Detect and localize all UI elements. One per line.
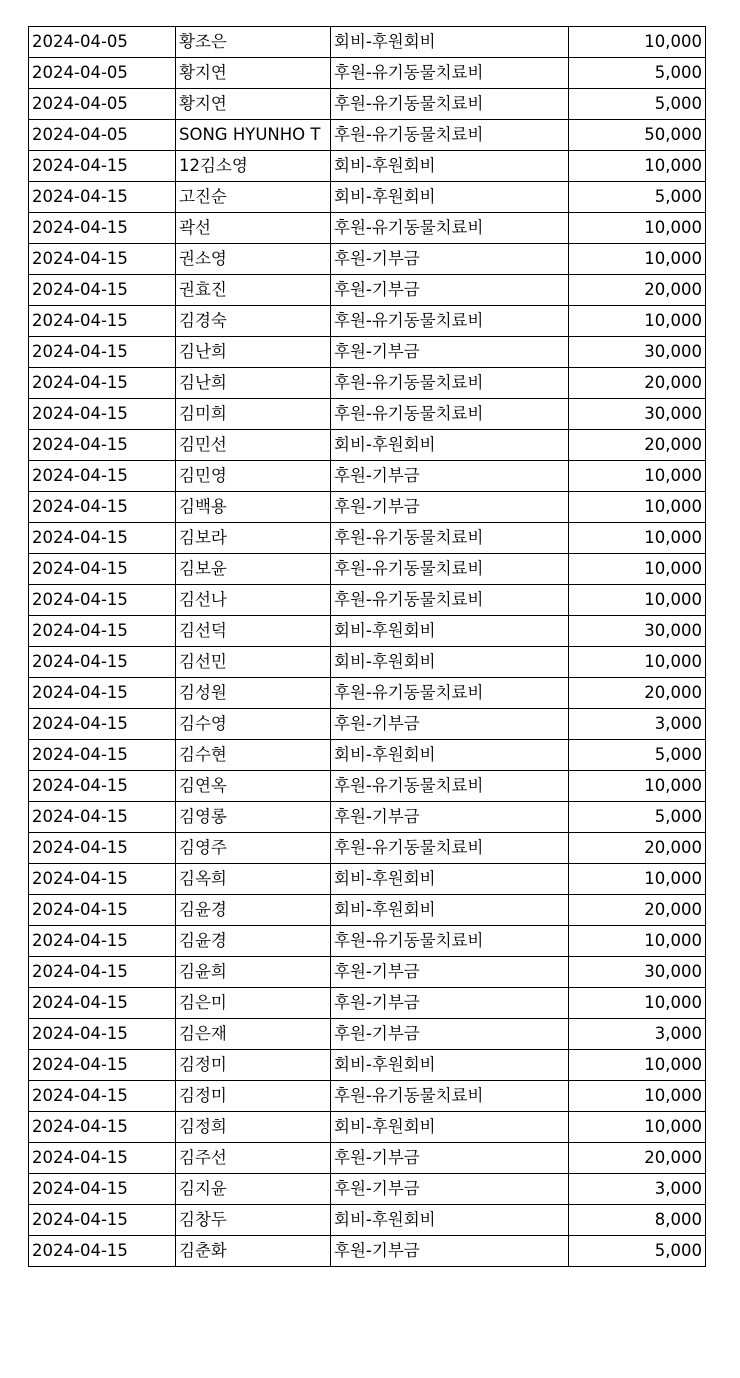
amount-cell: 5,000 bbox=[569, 182, 706, 213]
name-cell: SONG HYUNHO T bbox=[176, 120, 331, 151]
table-row bbox=[29, 244, 706, 275]
name-cell: 김정희 bbox=[176, 1112, 331, 1143]
amount-cell: 5,000 bbox=[569, 802, 706, 833]
amount-cell: 10,000 bbox=[569, 926, 706, 957]
amount-cell: 10,000 bbox=[569, 988, 706, 1019]
category-cell: 후원-유기동물치료비 bbox=[331, 120, 569, 151]
name-cell: 김수영 bbox=[176, 709, 331, 740]
date-cell: 2024-04-15 bbox=[29, 647, 176, 678]
date-cell: 2024-04-15 bbox=[29, 678, 176, 709]
table-row bbox=[29, 647, 706, 678]
category-cell: 후원-유기동물치료비 bbox=[331, 771, 569, 802]
table-row bbox=[29, 492, 706, 523]
category-cell: 후원-유기동물치료비 bbox=[331, 833, 569, 864]
table-row bbox=[29, 771, 706, 802]
amount-cell: 10,000 bbox=[569, 213, 706, 244]
amount-cell: 10,000 bbox=[569, 647, 706, 678]
name-cell: 김미희 bbox=[176, 399, 331, 430]
category-cell: 후원-기부금 bbox=[331, 988, 569, 1019]
name-cell: 김수현 bbox=[176, 740, 331, 771]
amount-cell: 5,000 bbox=[569, 58, 706, 89]
name-cell: 김백용 bbox=[176, 492, 331, 523]
name-cell: 김민영 bbox=[176, 461, 331, 492]
table-row bbox=[29, 616, 706, 647]
name-cell: 권효진 bbox=[176, 275, 331, 306]
name-cell: 김선덕 bbox=[176, 616, 331, 647]
date-cell: 2024-04-15 bbox=[29, 585, 176, 616]
category-cell: 후원-기부금 bbox=[331, 1143, 569, 1174]
name-cell: 권소영 bbox=[176, 244, 331, 275]
name-cell: 김춘화 bbox=[176, 1236, 331, 1267]
amount-cell: 30,000 bbox=[569, 957, 706, 988]
amount-cell: 10,000 bbox=[569, 1112, 706, 1143]
date-cell: 2024-04-15 bbox=[29, 306, 176, 337]
table-row bbox=[29, 368, 706, 399]
date-cell: 2024-04-15 bbox=[29, 833, 176, 864]
amount-cell: 3,000 bbox=[569, 1019, 706, 1050]
name-cell: 김성원 bbox=[176, 678, 331, 709]
name-cell: 김난희 bbox=[176, 337, 331, 368]
category-cell: 회비-후원회비 bbox=[331, 740, 569, 771]
category-cell: 후원-기부금 bbox=[331, 461, 569, 492]
date-cell: 2024-04-05 bbox=[29, 27, 176, 58]
date-cell: 2024-04-15 bbox=[29, 337, 176, 368]
name-cell: 곽선 bbox=[176, 213, 331, 244]
amount-cell: 5,000 bbox=[569, 89, 706, 120]
date-cell: 2024-04-15 bbox=[29, 802, 176, 833]
table-row bbox=[29, 27, 706, 58]
category-cell: 후원-유기동물치료비 bbox=[331, 368, 569, 399]
category-cell: 후원-기부금 bbox=[331, 802, 569, 833]
amount-cell: 10,000 bbox=[569, 864, 706, 895]
table-row bbox=[29, 151, 706, 182]
name-cell: 김은미 bbox=[176, 988, 331, 1019]
date-cell: 2024-04-15 bbox=[29, 740, 176, 771]
category-cell: 후원-유기동물치료비 bbox=[331, 89, 569, 120]
table-row bbox=[29, 1112, 706, 1143]
table-row bbox=[29, 926, 706, 957]
table-row bbox=[29, 306, 706, 337]
category-cell: 회비-후원회비 bbox=[331, 616, 569, 647]
amount-cell: 10,000 bbox=[569, 151, 706, 182]
amount-cell: 10,000 bbox=[569, 554, 706, 585]
amount-cell: 30,000 bbox=[569, 616, 706, 647]
date-cell: 2024-04-15 bbox=[29, 554, 176, 585]
date-cell: 2024-04-15 bbox=[29, 988, 176, 1019]
name-cell: 고진순 bbox=[176, 182, 331, 213]
date-cell: 2024-04-05 bbox=[29, 89, 176, 120]
amount-cell: 5,000 bbox=[569, 740, 706, 771]
category-cell: 후원-유기동물치료비 bbox=[331, 213, 569, 244]
name-cell: 황지연 bbox=[176, 58, 331, 89]
table-row bbox=[29, 802, 706, 833]
date-cell: 2024-04-15 bbox=[29, 399, 176, 430]
donation-table bbox=[28, 26, 706, 1267]
category-cell: 후원-기부금 bbox=[331, 337, 569, 368]
category-cell: 후원-유기동물치료비 bbox=[331, 1081, 569, 1112]
category-cell: 후원-유기동물치료비 bbox=[331, 554, 569, 585]
category-cell: 후원-유기동물치료비 bbox=[331, 58, 569, 89]
category-cell: 회비-후원회비 bbox=[331, 27, 569, 58]
amount-cell: 20,000 bbox=[569, 1143, 706, 1174]
table-row bbox=[29, 213, 706, 244]
date-cell: 2024-04-15 bbox=[29, 275, 176, 306]
table-row bbox=[29, 678, 706, 709]
name-cell: 김윤경 bbox=[176, 895, 331, 926]
date-cell: 2024-04-15 bbox=[29, 213, 176, 244]
category-cell: 후원-유기동물치료비 bbox=[331, 678, 569, 709]
amount-cell: 20,000 bbox=[569, 368, 706, 399]
date-cell: 2024-04-15 bbox=[29, 1205, 176, 1236]
amount-cell: 10,000 bbox=[569, 492, 706, 523]
amount-cell: 10,000 bbox=[569, 1050, 706, 1081]
category-cell: 회비-후원회비 bbox=[331, 151, 569, 182]
table-row bbox=[29, 461, 706, 492]
name-cell: 김선민 bbox=[176, 647, 331, 678]
table-row bbox=[29, 430, 706, 461]
date-cell: 2024-04-15 bbox=[29, 709, 176, 740]
table-row bbox=[29, 1236, 706, 1267]
name-cell: 김옥희 bbox=[176, 864, 331, 895]
table-row bbox=[29, 1205, 706, 1236]
amount-cell: 10,000 bbox=[569, 585, 706, 616]
date-cell: 2024-04-15 bbox=[29, 523, 176, 554]
table-row bbox=[29, 988, 706, 1019]
name-cell: 황지연 bbox=[176, 89, 331, 120]
table-row bbox=[29, 957, 706, 988]
date-cell: 2024-04-15 bbox=[29, 492, 176, 523]
date-cell: 2024-04-15 bbox=[29, 1174, 176, 1205]
category-cell: 후원-기부금 bbox=[331, 1174, 569, 1205]
table-row bbox=[29, 895, 706, 926]
name-cell: 김지윤 bbox=[176, 1174, 331, 1205]
table-row bbox=[29, 337, 706, 368]
date-cell: 2024-04-15 bbox=[29, 461, 176, 492]
date-cell: 2024-04-15 bbox=[29, 864, 176, 895]
amount-cell: 10,000 bbox=[569, 244, 706, 275]
date-cell: 2024-04-15 bbox=[29, 430, 176, 461]
date-cell: 2024-04-15 bbox=[29, 151, 176, 182]
name-cell: 김영롱 bbox=[176, 802, 331, 833]
name-cell: 김선나 bbox=[176, 585, 331, 616]
amount-cell: 20,000 bbox=[569, 275, 706, 306]
category-cell: 후원-기부금 bbox=[331, 244, 569, 275]
name-cell: 김정미 bbox=[176, 1050, 331, 1081]
amount-cell: 5,000 bbox=[569, 1236, 706, 1267]
amount-cell: 20,000 bbox=[569, 895, 706, 926]
category-cell: 후원-기부금 bbox=[331, 709, 569, 740]
amount-cell: 10,000 bbox=[569, 1081, 706, 1112]
category-cell: 후원-기부금 bbox=[331, 957, 569, 988]
name-cell: 김민선 bbox=[176, 430, 331, 461]
amount-cell: 10,000 bbox=[569, 27, 706, 58]
date-cell: 2024-04-15 bbox=[29, 1050, 176, 1081]
table-row bbox=[29, 275, 706, 306]
category-cell: 회비-후원회비 bbox=[331, 430, 569, 461]
date-cell: 2024-04-15 bbox=[29, 1112, 176, 1143]
category-cell: 후원-유기동물치료비 bbox=[331, 585, 569, 616]
amount-cell: 10,000 bbox=[569, 306, 706, 337]
name-cell: 김주선 bbox=[176, 1143, 331, 1174]
name-cell: 김경숙 bbox=[176, 306, 331, 337]
category-cell: 후원-기부금 bbox=[331, 275, 569, 306]
date-cell: 2024-04-15 bbox=[29, 368, 176, 399]
amount-cell: 20,000 bbox=[569, 430, 706, 461]
table-row bbox=[29, 89, 706, 120]
name-cell: 김보라 bbox=[176, 523, 331, 554]
amount-cell: 3,000 bbox=[569, 709, 706, 740]
category-cell: 회비-후원회비 bbox=[331, 647, 569, 678]
date-cell: 2024-04-15 bbox=[29, 771, 176, 802]
name-cell: 12김소영 bbox=[176, 151, 331, 182]
category-cell: 회비-후원회비 bbox=[331, 1112, 569, 1143]
table-row bbox=[29, 1143, 706, 1174]
table-row bbox=[29, 585, 706, 616]
date-cell: 2024-04-05 bbox=[29, 120, 176, 151]
category-cell: 후원-유기동물치료비 bbox=[331, 523, 569, 554]
name-cell: 황조은 bbox=[176, 27, 331, 58]
category-cell: 후원-기부금 bbox=[331, 1019, 569, 1050]
table-row bbox=[29, 120, 706, 151]
table-row bbox=[29, 864, 706, 895]
table-row bbox=[29, 709, 706, 740]
amount-cell: 10,000 bbox=[569, 771, 706, 802]
name-cell: 김보윤 bbox=[176, 554, 331, 585]
table-row bbox=[29, 740, 706, 771]
category-cell: 후원-유기동물치료비 bbox=[331, 926, 569, 957]
table-row bbox=[29, 1019, 706, 1050]
name-cell: 김정미 bbox=[176, 1081, 331, 1112]
date-cell: 2024-04-15 bbox=[29, 957, 176, 988]
date-cell: 2024-04-05 bbox=[29, 58, 176, 89]
amount-cell: 30,000 bbox=[569, 399, 706, 430]
table-row bbox=[29, 1050, 706, 1081]
name-cell: 김연옥 bbox=[176, 771, 331, 802]
amount-cell: 8,000 bbox=[569, 1205, 706, 1236]
category-cell: 회비-후원회비 bbox=[331, 1050, 569, 1081]
table-row bbox=[29, 399, 706, 430]
name-cell: 김창두 bbox=[176, 1205, 331, 1236]
amount-cell: 20,000 bbox=[569, 833, 706, 864]
category-cell: 후원-유기동물치료비 bbox=[331, 399, 569, 430]
category-cell: 회비-후원회비 bbox=[331, 895, 569, 926]
amount-cell: 20,000 bbox=[569, 678, 706, 709]
table-row bbox=[29, 523, 706, 554]
amount-cell: 50,000 bbox=[569, 120, 706, 151]
category-cell: 후원-기부금 bbox=[331, 492, 569, 523]
donation-table-body bbox=[29, 27, 706, 1267]
table-row bbox=[29, 554, 706, 585]
table-row bbox=[29, 182, 706, 213]
category-cell: 후원-유기동물치료비 bbox=[331, 306, 569, 337]
table-row bbox=[29, 833, 706, 864]
date-cell: 2024-04-15 bbox=[29, 895, 176, 926]
amount-cell: 10,000 bbox=[569, 523, 706, 554]
date-cell: 2024-04-15 bbox=[29, 926, 176, 957]
category-cell: 후원-기부금 bbox=[331, 1236, 569, 1267]
date-cell: 2024-04-15 bbox=[29, 1143, 176, 1174]
name-cell: 김은재 bbox=[176, 1019, 331, 1050]
name-cell: 김난희 bbox=[176, 368, 331, 399]
date-cell: 2024-04-15 bbox=[29, 244, 176, 275]
category-cell: 회비-후원회비 bbox=[331, 864, 569, 895]
table-row bbox=[29, 1081, 706, 1112]
table-row bbox=[29, 1174, 706, 1205]
date-cell: 2024-04-15 bbox=[29, 1081, 176, 1112]
date-cell: 2024-04-15 bbox=[29, 182, 176, 213]
date-cell: 2024-04-15 bbox=[29, 1019, 176, 1050]
name-cell: 김영주 bbox=[176, 833, 331, 864]
amount-cell: 30,000 bbox=[569, 337, 706, 368]
table-row bbox=[29, 58, 706, 89]
category-cell: 회비-후원회비 bbox=[331, 1205, 569, 1236]
date-cell: 2024-04-15 bbox=[29, 616, 176, 647]
date-cell: 2024-04-15 bbox=[29, 1236, 176, 1267]
amount-cell: 3,000 bbox=[569, 1174, 706, 1205]
name-cell: 김윤희 bbox=[176, 957, 331, 988]
category-cell: 회비-후원회비 bbox=[331, 182, 569, 213]
name-cell: 김윤경 bbox=[176, 926, 331, 957]
amount-cell: 10,000 bbox=[569, 461, 706, 492]
